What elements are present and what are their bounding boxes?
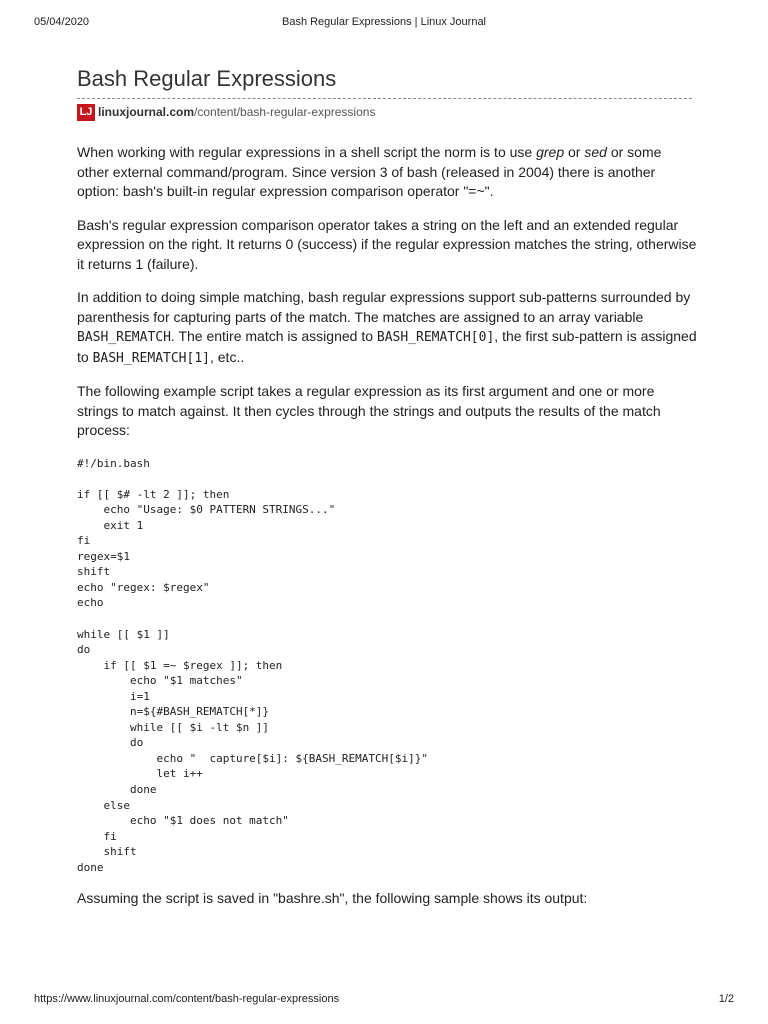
print-header-title: Bash Regular Expressions | Linux Journal [281, 16, 487, 28]
paragraph-operator: Bash's regular expression comparison operator takes a string on the left and an extended regular expression on the right. It returns 0 (success) if the regular expression matches the string, otherwise it returns 1 (failure). [77, 216, 697, 272]
text: or some other external command/program. Since version 3 of bash (released in 2004) there is another option: bash's built-in regular expression comparison operator "=~". [77, 144, 662, 199]
emphasis-grep: grep [536, 144, 565, 160]
code-block: #!/bin.bash if [[ $# -lt 2 ]]; then echo "Usage: $0 PATTERN STRINGS..." exit 1 fi regex=$1 shift echo "regex: $regex" echo while [[ $1 ]] do if [[ $1 =~ $regex ]]; then echo "$1 matches" i=1 n=${#BASH_REMATCH[*]} while [[ $i -lt $n ]] do echo " capture[$i]: ${BASH_REMATCH[$i]}" let i++ done else echo "$1 does not match" fi shift done [77, 456, 428, 874]
text: When working with regular expressions in a shell script the norm is to use [77, 144, 537, 160]
paragraph-output: Assuming the script is saved in "bashre.sh", the following sample shows its output: [77, 890, 588, 907]
emphasis-sed: sed [584, 144, 607, 160]
paragraph-intro [77, 143, 697, 202]
footer-url: https://www.linuxjournal.com/content/bash-regular-expressions [34, 993, 340, 1005]
inline-code: BASH_REMATCH[0] [376, 330, 495, 345]
text: . The entire match is assigned to [170, 328, 377, 344]
inline-code: BASH_REMATCH [77, 330, 171, 345]
text: , etc.. [209, 348, 245, 365]
text: In addition to doing simple matching, bash regular expressions support sub-patterns surrounded by parenthesis for capturing parts of the match. The matches are assigned to an array variable [77, 289, 691, 325]
inline-code: BASH_REMATCH[1] [92, 350, 210, 366]
source-domain: linuxjournal.com [98, 105, 195, 119]
article [77, 64, 697, 909]
page-number: 1/2 [718, 993, 734, 1005]
page-title: Bash Regular Expressions [77, 66, 337, 91]
linux-journal-logo-icon: LJ [77, 104, 95, 121]
paragraph-example: The following example script takes a regular expression as its first argument and one or more strings to match against. It then cycles through the strings and outputs the results of the match process: [77, 383, 661, 438]
paragraph-rematch [77, 288, 697, 368]
source-path: /content/bash-regular-expressions [194, 105, 376, 119]
print-date: 05/04/2020 [34, 16, 90, 28]
source-link[interactable] [98, 105, 375, 119]
text: , the first sub-pattern is assigned to [77, 328, 697, 365]
text: or [564, 144, 585, 160]
source-line [77, 103, 697, 121]
title-divider [77, 98, 692, 99]
